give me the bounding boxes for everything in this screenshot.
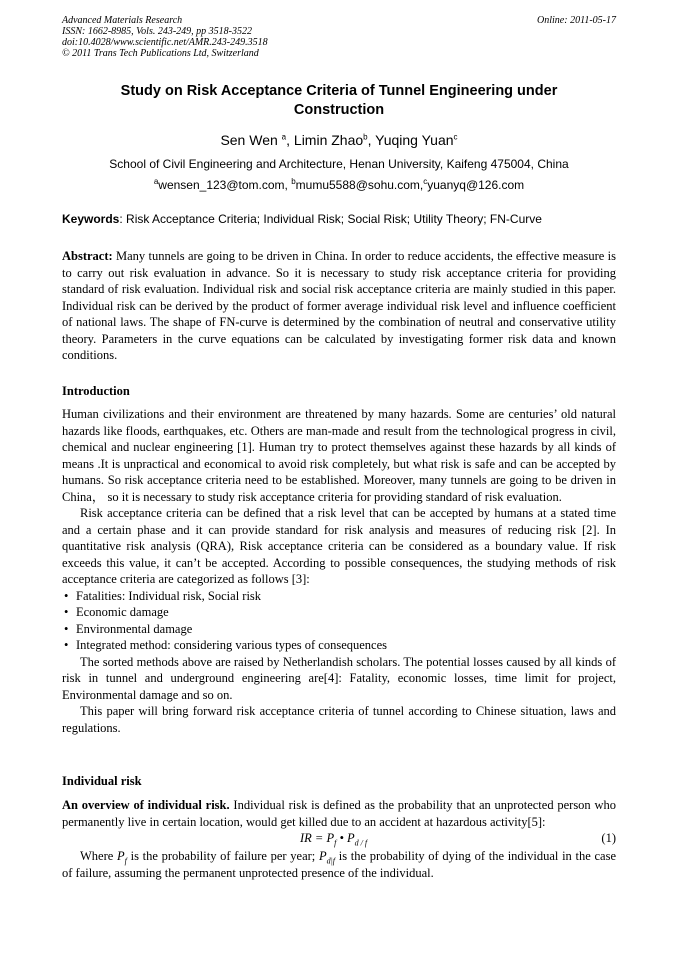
email-b-mark: b: [291, 177, 296, 186]
journal-header: [62, 15, 616, 59]
email-c: yuanyq@126.com: [427, 178, 525, 192]
equation-formula: IR = $P_f$ • $P_{d / f}$: [300, 831, 368, 848]
intro-paragraph-3: The sorted methods above are raised by Netherlandish scholars. The potential losses caused by all kinds of risk in tunnel and underground engineering are[4]: Fatality, economic losses, time limit for project, Environmental damage and so on.: [62, 654, 616, 702]
email-list: [62, 178, 616, 193]
intro-paragraph-1: Human civilizations and their environment are threatened by many hazards. Some are centuries’ old natural hazards like floods, earthquakes, etc. Others are man-made and result from the technological progress in civil, chemical and nuclear engineering [1]. Human try to protect themselves against these hazards by all kinds of means .It is unpractical and economical to avoid risk completely, but what risk is safe and can be accepted by humans. So risk acceptance criteria need to be established. Moreover, many tunnels are going to be driven in China， so it is necessary to study risk acceptance criteria for providing standard of risk evaluation.: [62, 407, 616, 504]
author-1-mark: a: [281, 132, 287, 142]
email-c-mark: c: [423, 177, 428, 186]
abstract-label: Abstract:: [62, 249, 113, 263]
title-line-1: Study on Risk Acceptance Criteria of Tunnel Engineering under: [120, 83, 558, 99]
intro-paragraph-2: Risk acceptance criteria can be defined that a risk level that can be accepted by humans at a stated time and a certain phase and it can provide standard for risk analysis and measures of reducing risk [2]. In quantitative risk analysis (QRA), Risk acceptance criteria can be considered as a boundary value. If risk exceeds this value, it can’t be accepted. According to possible consequences, the studying methods of risk acceptance criteria are categorized as follows [3]:: [62, 506, 616, 586]
journal-name: Advanced Materials Research: [62, 15, 183, 26]
copyright-line: © 2011 Trans Tech Publications Ltd, Switzerland: [62, 48, 259, 59]
list-item: • Economic damage: [64, 605, 169, 619]
keywords: [62, 212, 616, 227]
email-a-mark: a: [153, 177, 159, 186]
intro-paragraph-4: This paper will bring forward risk acceptance criteria of tunnel according to Chinese situation, laws and regulations.: [62, 704, 616, 735]
where-paragraph: Where $P_f$ is the probability of failure per year; $P_{d|f}$ is the probability of dying of the individual in the case of failure, assuming the permanent unprotected presence of the individual.: [62, 849, 616, 880]
author-2: , Limin Zhao: [286, 132, 364, 148]
section-heading-individual-risk: Individual risk: [62, 774, 142, 788]
bullet-icon: •: [64, 588, 69, 603]
list-item: • Environmental damage: [64, 621, 193, 636]
author-list: [62, 131, 616, 149]
list-item: • Fatalities: Individual risk, Social risk: [64, 588, 262, 603]
title-line-2: Construction: [293, 102, 385, 118]
introduction-body: [62, 406, 616, 736]
doi-line: doi:10.4028/www.scientific.net/AMR.243-249.3518: [62, 37, 268, 48]
author-1: Sen Wen: [220, 132, 282, 148]
abstract-text: Many tunnels are going to be driven in China. In order to reduce accidents, the effective measure is to carry out risk evaluation in advance. So it is necessary to study risk acceptance criteria for providing standard of risk evaluation. Individual risk and social risk acceptance criteria are mainly studied in this paper. Individual risk can be derived by the product of former average individual risk level and influence coefficient of national laws. The shape of FN-curve is determined by the combination of neutral and conservative utility theory. Parameters in the curve equations can be calculated by investigating former risk data and known conditions.: [62, 249, 616, 362]
equation-1: [62, 830, 616, 848]
online-date: Online: 2011-05-17: [537, 15, 616, 26]
email-b: mumu5588@sohu.com,: [295, 178, 424, 192]
author-3-mark: c: [453, 132, 458, 142]
email-a: wensen_123@tom.com,: [158, 178, 292, 192]
abstract: [62, 248, 616, 364]
keywords-text: : Risk Acceptance Criteria; Individual Risk; Social Risk; Utility Theory; FN-Curve: [119, 212, 542, 226]
individual-risk-body: [62, 797, 616, 881]
paper-title: [62, 82, 616, 120]
author-2-mark: b: [363, 132, 368, 142]
individual-risk-paragraph: An overview of individual risk. Individual risk is defined as the probability that an unprotected person who permanently live in certain location, would get killed due to an accident at hazardous activity[5]:: [62, 798, 616, 829]
section-heading-introduction: Introduction: [62, 384, 130, 398]
subsection-lead: An overview of individual risk.: [62, 798, 230, 812]
list-item: • Integrated method: considering various types of consequences: [64, 638, 388, 652]
consequence-list: [62, 588, 616, 654]
bullet-icon: •: [64, 621, 69, 636]
equation-number: (1): [601, 831, 616, 845]
issn-line: ISSN: 1662-8985, Vols. 243-249, pp 3518-3522: [62, 26, 252, 37]
author-3: , Yuqing Yuan: [367, 132, 454, 148]
affiliation: School of Civil Engineering and Architecture, Henan University, Kaifeng 475004, China: [109, 157, 569, 171]
keywords-label: Keywords: [62, 212, 120, 226]
bullet-icon: •: [64, 638, 69, 652]
bullet-icon: •: [64, 605, 69, 619]
